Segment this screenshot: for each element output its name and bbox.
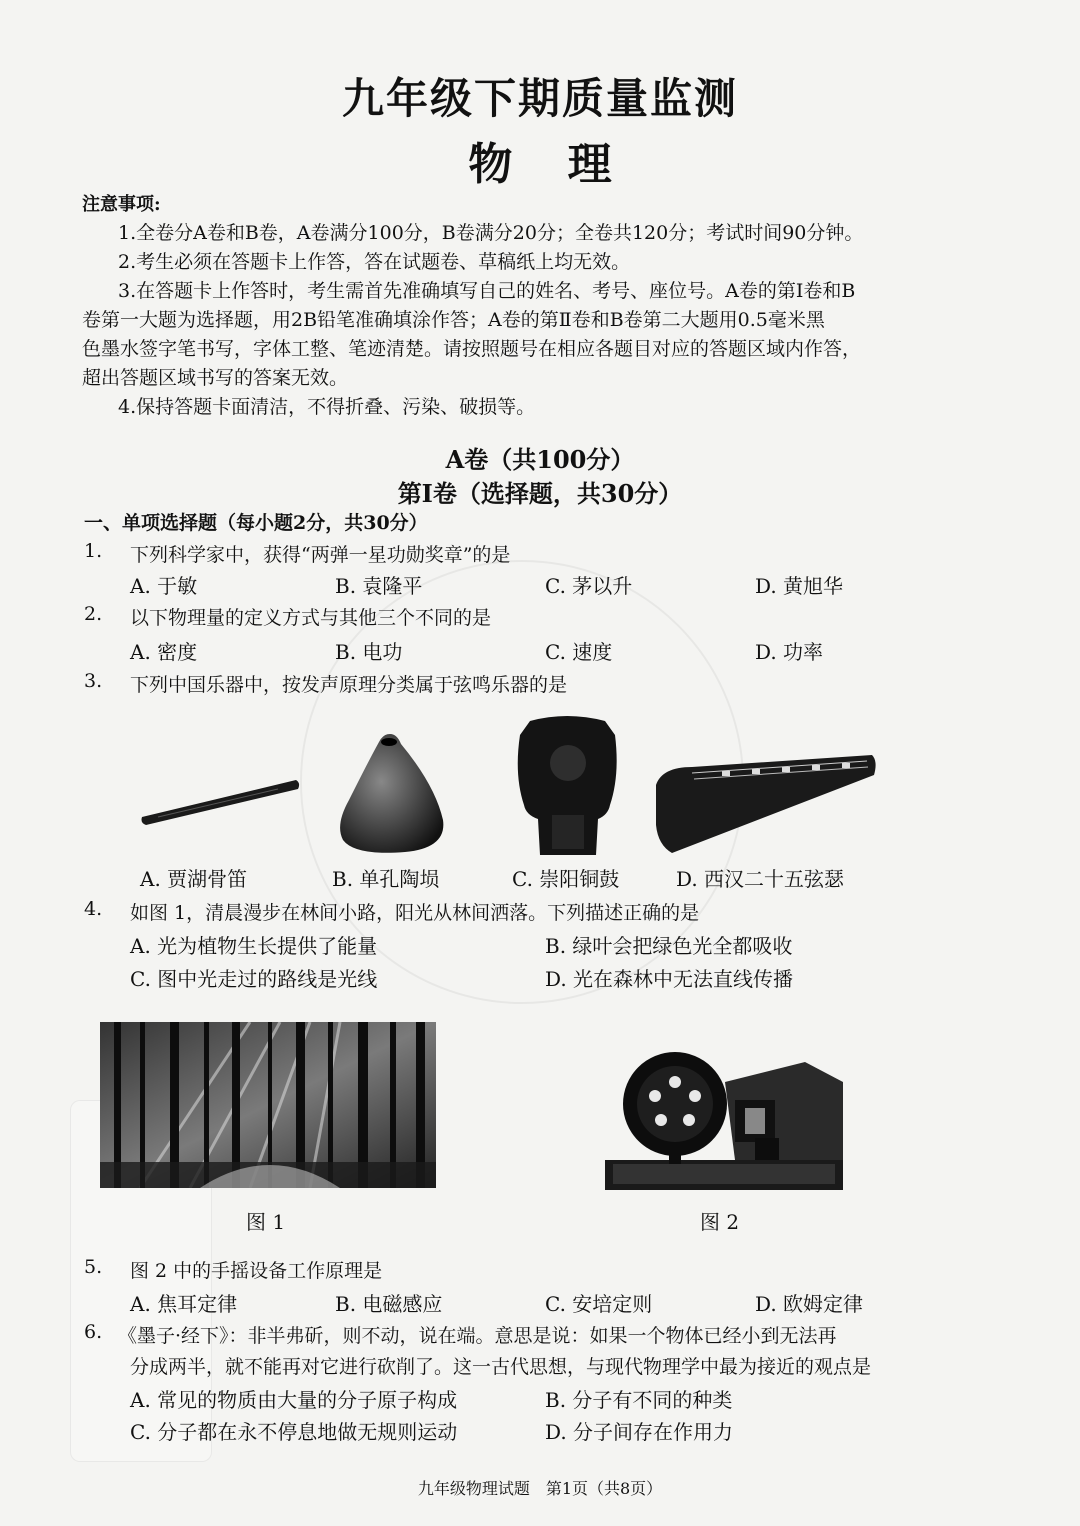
q3-option-b: B. 单孔陶埙: [332, 867, 440, 891]
q2-option-b: B. 电功: [335, 640, 403, 664]
notice-line-3b: 卷第一大题为选择题，用2B铅笔准确填涂作答；A卷的第Ⅱ卷和B卷第二大题用0.5毫米黑: [82, 309, 825, 331]
subject-title: 物 理: [468, 139, 612, 190]
q4-option-a: A. 光为植物生长提供了能量: [130, 934, 378, 958]
notice-line-2: 2.考生必须在答题卡上作答，答在试题卷、草稿纸上均无效。: [118, 251, 631, 273]
q2-stem: 以下物理量的定义方式与其他三个不同的是: [130, 607, 492, 629]
q2-option-a: A. 密度: [130, 640, 198, 664]
q6-stem-line-2: 分成两半，就不能再对它进行砍削了。这一古代思想，与现代物理学中最为接近的观点是: [130, 1356, 872, 1378]
notice-line-1: 1.全卷分A卷和B卷，A卷满分100分，B卷满分20分；全卷共120分；考试时间90分钟。: [118, 222, 864, 244]
q1-option-b: B. 袁隆平: [335, 574, 423, 598]
clay-xun-image: [335, 730, 450, 855]
q2-option-c: C. 速度: [545, 640, 613, 664]
q4-stem: 如图 1，清晨漫步在林间小路，阳光从林间洒落。下列描述正确的是: [130, 902, 700, 924]
q6-stem-line-1: 《墨子·经下》：非半弗斫，则不动，说在端。意思是说：如果一个物体已经小到无法再: [118, 1325, 837, 1347]
figure-1-caption: 图 1: [246, 1210, 286, 1234]
bronze-drum-image: [510, 715, 625, 860]
q3-number: 3.: [84, 670, 103, 692]
q3-option-a: A. 贾湖骨笛: [140, 867, 248, 891]
notice-line-4: 4.保持答题卡面清洁，不得折叠、污染、破损等。: [118, 396, 536, 418]
q3-stem: 下列中国乐器中，按发声原理分类属于弦鸣乐器的是: [130, 674, 568, 696]
q5-option-a: A. 焦耳定律: [130, 1292, 238, 1316]
q5-option-c: C. 安培定则: [545, 1292, 653, 1316]
q5-stem: 图 2 中的手摇设备工作原理是: [130, 1260, 383, 1282]
q5-option-d: D. 欧姆定律: [755, 1292, 864, 1316]
exam-title: 九年级下期质量监测: [341, 74, 738, 123]
notice-line-3d: 超出答题区域书写的答案无效。: [82, 367, 349, 389]
q4-option-d: D. 光在森林中无法直线传播: [545, 967, 794, 991]
q1-option-c: C. 茅以升: [545, 574, 633, 598]
q4-option-b: B. 绿叶会把绿色光全都吸收: [545, 934, 793, 958]
q3-option-d: D. 西汉二十五弦瑟: [676, 867, 845, 891]
q6-option-a: A. 常见的物质由大量的分子原子构成: [130, 1388, 458, 1412]
q1-stem: 下列科学家中，获得“两弹一星功勋奖章”的是: [130, 544, 511, 566]
q1-option-a: A. 于敏: [130, 574, 198, 598]
figure-2-caption: 图 2: [700, 1210, 740, 1234]
figure-1-forest-image: [100, 1022, 436, 1188]
q1-number: 1.: [84, 540, 103, 562]
notice-line-3c: 色墨水签字笔书写，字体工整、笔迹清楚。请按照题号在相应各题目对应的答题区域内作答，: [82, 338, 862, 360]
q6-option-b: B. 分子有不同的种类: [545, 1388, 733, 1412]
q1-option-d: D. 黄旭华: [755, 574, 844, 598]
q2-number: 2.: [84, 603, 103, 625]
zither-se-image: [652, 745, 880, 855]
q5-option-b: B. 电磁感应: [335, 1292, 443, 1316]
notice-line-3a: 3.在答题卡上作答时，考生需首先准确填写自己的姓名、考号、座位号。A卷的第Ⅰ卷和B: [118, 280, 856, 302]
part-1-heading: 第Ⅰ卷（选择题，共30分）: [397, 479, 683, 508]
q6-option-d: D. 分子间存在作用力: [545, 1420, 734, 1444]
q6-option-c: C. 分子都在永不停息地做无规则运动: [130, 1420, 458, 1444]
section-a-heading: A卷（共100分）: [445, 445, 635, 474]
page-footer: 九年级物理试题 第1页（共8页）: [417, 1479, 663, 1498]
figure-2-generator-image: [605, 1042, 843, 1192]
q2-option-d: D. 功率: [755, 640, 824, 664]
q6-number: 6.: [84, 1321, 103, 1343]
q5-number: 5.: [84, 1256, 103, 1278]
q4-option-c: C. 图中光走过的路线是光线: [130, 967, 378, 991]
q3-option-c: C. 崇阳铜鼓: [512, 867, 620, 891]
bone-flute-image: [138, 765, 303, 830]
notice-heading: 注意事项:: [82, 194, 161, 215]
q4-number: 4.: [84, 898, 103, 920]
question-type-heading: 一、单项选择题（每小题2分，共30分）: [84, 512, 428, 534]
